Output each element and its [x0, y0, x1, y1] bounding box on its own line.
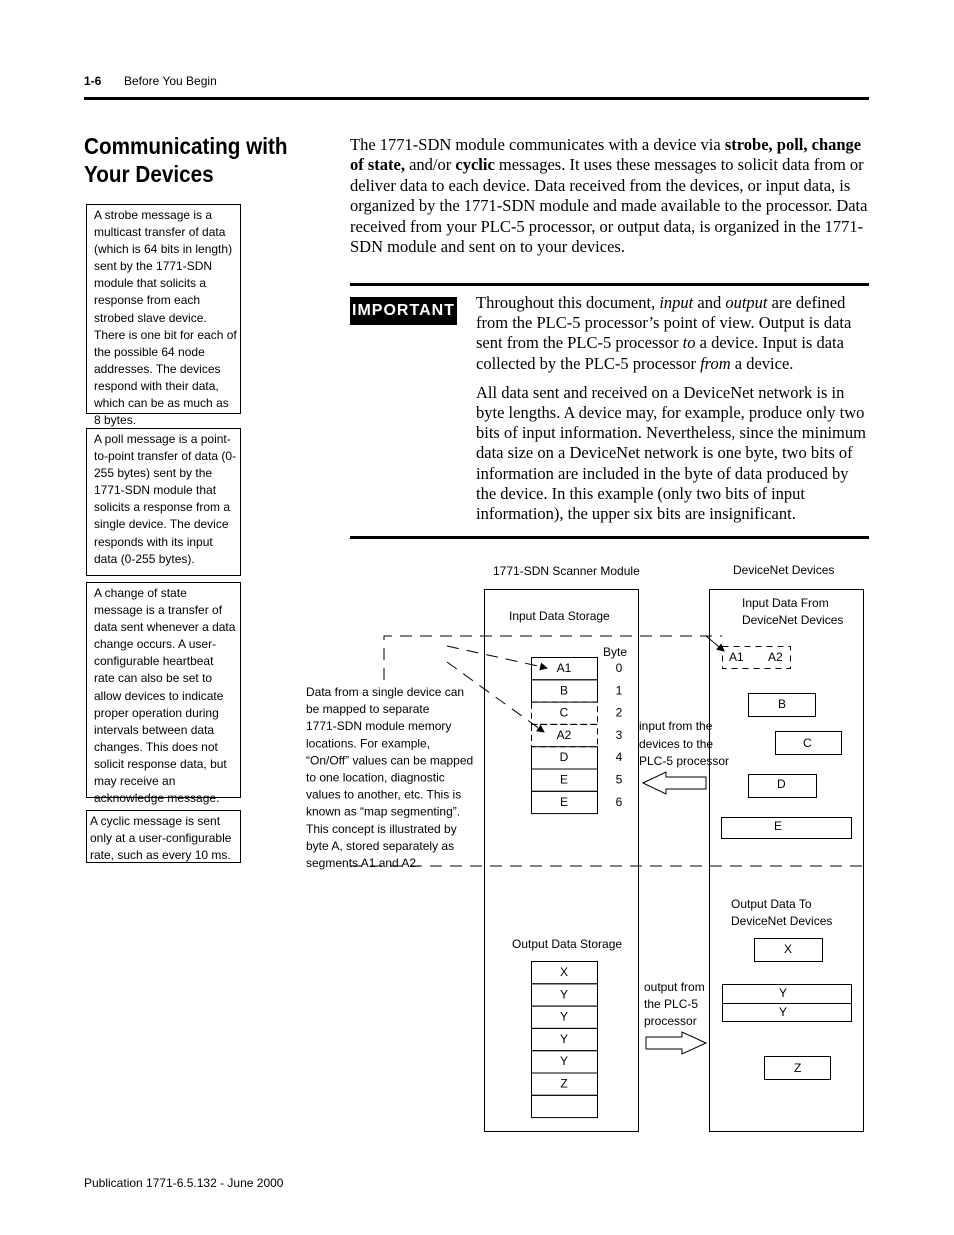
- input-storage-cell-label-0: A1: [556, 661, 572, 675]
- output-storage-label: Output Data Storage: [512, 937, 623, 951]
- cyclic-definition-box: A cyclic message is sent only at a user-configurable rate, such as every 10 ms.: [86, 810, 241, 863]
- output-storage-table: [532, 962, 598, 1118]
- poll-definition-box: A poll message is a point-to-point transfer of data (0-255 bytes) sent by the 1771-SDN module that solicits a response from a single device. The device responds with its input data (0-255 bytes).: [86, 428, 241, 576]
- device-z-label: Z: [794, 1061, 802, 1075]
- device-e-box: [722, 818, 852, 839]
- output-to-devices-label-line-2: DeviceNet Devices: [731, 914, 833, 928]
- change-of-state-definition-box: A change of state message is a transfer of data sent whenever a data change occurs. A user-configurable heartbeat rate can also be set to allow devices to indicate proper operation during intervals between data changes. This does not solicit response data, but may receive an acknowledge message.: [86, 582, 241, 798]
- mapping-note-line-5: to one location, diagnostic: [306, 770, 445, 785]
- device-a2-label: A2: [768, 650, 783, 664]
- byte-number-4: 4: [615, 750, 623, 765]
- map-segment-arrowhead: [706, 636, 724, 651]
- section-name: Before You Begin: [124, 74, 217, 88]
- byte-number-2: 2: [615, 705, 623, 720]
- device-c-label: C: [803, 736, 812, 750]
- publication-footer: Publication 1771-6.5.132 - June 2000: [84, 1176, 284, 1190]
- output-to-devices-label-line-1: Output Data To: [731, 897, 812, 911]
- input-direction-arrow: [643, 772, 706, 794]
- device-y2-label: Y: [779, 1005, 788, 1019]
- input-from-devices-label-line-1: Input Data From: [742, 596, 829, 610]
- device-d-label: D: [777, 777, 786, 791]
- device-a1-label: A1: [729, 650, 744, 664]
- byte-column-label: Byte: [603, 645, 628, 659]
- important-paragraph-2: All data sent and received on a DeviceNet network is in byte lengths. A device may, for example, produce only two bits of input information. Nevertheless, since the minimum data size on a DeviceNet network is one byte, two bits of information are included in the byte of data produced by the device. In this example (only two bits of input information), the upper six bits are insignificant.: [476, 382, 866, 524]
- output-storage-cell-6: [532, 1095, 598, 1117]
- byte-number-3: 3: [615, 727, 623, 742]
- output-storage-cell-label-1: Y: [559, 987, 569, 1002]
- input-storage-label: Input Data Storage: [509, 609, 610, 623]
- byte-number-5: 5: [615, 772, 623, 787]
- input-storage-cell-label-3: A2: [556, 727, 572, 742]
- byte-number-0: 0: [615, 661, 623, 675]
- mapping-note-line-8: This concept is illustrated by: [306, 821, 457, 836]
- output-arrow-label-line-3: processor: [644, 1014, 697, 1028]
- scanner-module-label: 1771-SDN Scanner Module: [493, 564, 640, 578]
- mapping-note-line-4: “On/Off” values can be mapped: [306, 753, 474, 768]
- input-storage-table: [532, 658, 623, 814]
- mapping-note-line-9: byte A, stored separately as: [306, 838, 455, 853]
- input-storage-cell-label-6: E: [559, 794, 569, 809]
- input-storage-cell-label-1: B: [559, 683, 569, 698]
- page-number: 1-6: [84, 74, 102, 88]
- output-storage-cell-label-2: Y: [559, 1009, 569, 1024]
- input-arrow-label-line-2: devices to the: [639, 737, 714, 751]
- output-arrow-label-line-1: output from: [644, 980, 705, 994]
- mapping-note-line-10: segments A1 and A2.: [306, 856, 420, 870]
- important-paragraph-1: Throughout this document, input and output are defined from the PLC-5 processor’s point of view. Output is data sent from the PLC-5 processor to a device. Input is data collected by the PLC-5 processor from a device.: [476, 293, 852, 373]
- device-y1-label: Y: [779, 986, 788, 1000]
- output-storage-cell-label-0: X: [559, 965, 569, 979]
- mapping-note-line-2: 1771-SDN module memory: [306, 719, 452, 734]
- byte-number-1: 1: [615, 683, 623, 698]
- mapping-note: [306, 685, 473, 870]
- page-title: Communicating with Your Devices: [84, 133, 288, 187]
- input-arrow-label-line-1: input from the: [639, 719, 713, 733]
- output-storage-cell-label-3: Y: [559, 1031, 569, 1046]
- mapping-note-line-1: be mapped to separate: [306, 702, 430, 717]
- strobe-definition-box: A strobe message is a multicast transfer of data (which is 64 bits in length) sent by the 1771-SDN module that solicits a response from each strobed slave device. There is one bit for each of the possible 64 node addresses. The devices respond with their data, which can be as much as 8 bytes.: [86, 204, 241, 414]
- mapping-note-line-7: known as “map segmenting”.: [306, 804, 461, 819]
- output-storage-cell-label-5: Z: [560, 1076, 568, 1091]
- input-from-devices-label-line-2: DeviceNet Devices: [742, 613, 844, 627]
- input-arrow-label-line-3: PLC-5 processor: [639, 754, 730, 768]
- device-e-label: E: [774, 819, 783, 833]
- input-storage-cell-label-4: D: [559, 750, 569, 765]
- mapping-note-line-0: Data from a single device can: [306, 685, 465, 699]
- byte-number-6: 6: [615, 794, 623, 809]
- intro-paragraph: The 1771-SDN module communicates with a device via strobe, poll, change of state, and/or cyclic messages. It uses these messages to solicit data from or deliver data to each device. Data received from the devices, or input data, is organized by the 1771-SDN module and made available to the processor. Data received from your PLC-5 processor, or output data, is organized in the 1771-SDN module and sent on to your devices.: [350, 135, 868, 257]
- device-x-label: X: [784, 942, 793, 956]
- map-a1-arrow: [447, 646, 547, 668]
- device-b-label: B: [778, 697, 787, 711]
- devices-frame: [710, 590, 864, 1132]
- mapping-note-line-6: values to another, etc. This is: [306, 787, 462, 802]
- input-storage-cell-label-5: E: [559, 772, 569, 787]
- important-badge: IMPORTANT: [350, 297, 457, 325]
- input-storage-cell-label-2: C: [559, 705, 569, 720]
- output-storage-cell-label-4: Y: [559, 1054, 569, 1069]
- devicenet-devices-label: DeviceNet Devices: [733, 563, 835, 577]
- mapping-note-line-3: locations. For example,: [306, 736, 431, 751]
- output-arrow-label-line-2: the PLC-5: [644, 997, 699, 1011]
- output-direction-arrow: [646, 1032, 706, 1054]
